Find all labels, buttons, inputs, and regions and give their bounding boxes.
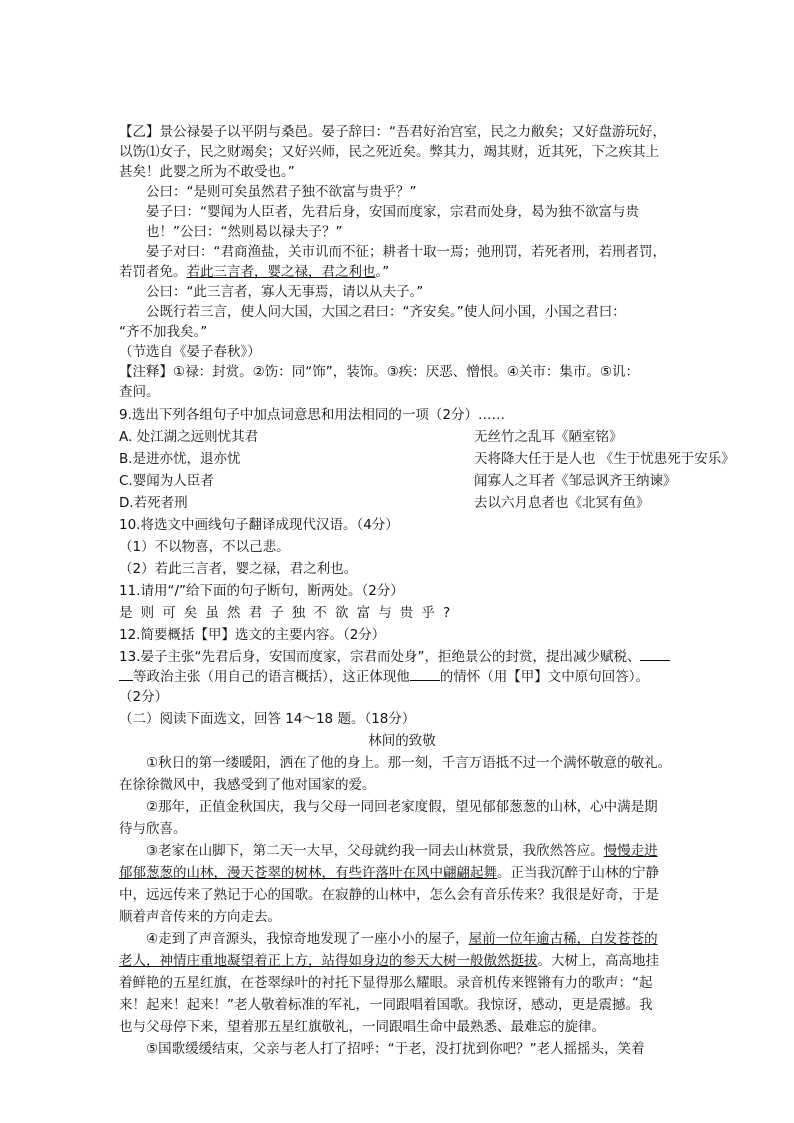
para-3-line-1 bbox=[146, 842, 658, 860]
q9-option-b-right: 天将降大任于是人也 《生于忧患死于安乐》 bbox=[474, 451, 735, 467]
passage-b-line-1: 【乙】景公禄晏子以平阴与桑邑。晏子辞曰：“吾君好治宫室，民之力敝矣；又好盘游玩好， bbox=[119, 124, 666, 140]
para-1-line-2: 在徐徐微风中，我感受到了他对国家的爱。 bbox=[119, 777, 376, 793]
passage-b-line-3: 甚矣！此婴之所为不敢受也。” bbox=[119, 164, 295, 180]
question-13-line-3: （2分） bbox=[119, 689, 169, 705]
q9-option-c bbox=[119, 472, 677, 490]
q9-option-d-left: D.若死者刑 bbox=[119, 495, 188, 511]
notes-line-2: 查问。 bbox=[119, 384, 160, 400]
q9-option-c-right: 闻寡人之耳者《邹忌讽齐王纳谏》 bbox=[474, 473, 677, 489]
question-10-item-2: （2）若此三言者，婴之禄，君之利也。 bbox=[119, 561, 358, 577]
q13-text-a: 13.晏子主张“先君后身，安国而度家，宗君而处身”，拒绝景公的封赏，提出减少赋税、 bbox=[119, 649, 641, 665]
q9-option-d-right: 去以六月息者也《北冥有鱼》 bbox=[474, 495, 650, 511]
passage-b-line-8 bbox=[119, 263, 389, 281]
passage-b-line-11: “齐不加我矣。” bbox=[119, 324, 208, 340]
q9-option-c-left: C.婴闻为人臣者 bbox=[119, 473, 214, 489]
q13-text-c: 的情怀（用【甲】文中原句回答）。 bbox=[439, 669, 649, 685]
para-4-line-5: 也与父母停下来，望着那五星红旗敬礼，一同跟唱生命中最熟悉、最难忘的旋律。 bbox=[119, 1019, 605, 1035]
para-4-line-4: 来！起来！起来！”老人敬着标准的军礼，一同跟唱着国歌。我惊讶，感动，更是震撼。我 bbox=[119, 997, 653, 1013]
q9-option-d bbox=[119, 494, 650, 512]
passage-b-line-2: 以饬⑴女子，民之财竭矣；又好兴师，民之死近矣。弊其力，竭其财，近其死，下之疾其上 bbox=[119, 144, 659, 160]
para-4-line-1 bbox=[146, 930, 658, 948]
para-5-line-1: ⑤国歌缓缓结束，父亲与老人打了招呼：“于老，没打扰到你吧？”老人摇摇头，笑着 bbox=[146, 1041, 645, 1057]
para-3-text: ③老家在山脚下，第二天一大早，父母就约我一同去山林赏景，我欣然答应。 bbox=[146, 843, 604, 859]
para-2-line-1: ②那年，正值金秋国庆，我与父母一同回老家度假，望见郁郁葱葱的山林，心中满是期 bbox=[146, 799, 658, 815]
answer-blank-2[interactable] bbox=[410, 668, 440, 681]
para-2-line-2: 待与欣喜。 bbox=[119, 821, 187, 837]
q9-option-a-right: 无丝竹之乱耳《陋室铭》 bbox=[474, 429, 623, 445]
underlined-sentence: 老人，神情庄重地凝望着正上方，站得如身边的参天大树一般傲然挺拔 bbox=[119, 953, 538, 969]
para-4-text: 。大树上，高高地挂 bbox=[537, 953, 659, 969]
para-3-line-3: 中，远远传来了熟记于心的国歌。在寂静的山林中，怎么会有音乐传来？我很是好奇，于是 bbox=[119, 887, 659, 903]
q13-text-b: 等政治主张（用自己的语言概括），这正体现他 bbox=[133, 669, 410, 685]
source-citation: （节选自《晏子春秋》） bbox=[119, 344, 261, 360]
q9-option-a bbox=[119, 428, 623, 446]
article-title: 林间的致敬 bbox=[368, 733, 436, 749]
question-13-line-1 bbox=[119, 648, 670, 666]
question-13-line-2 bbox=[119, 668, 649, 686]
passage-b-line-4: 公曰：“是则可矣虽然君子独不欲富与贵乎？” bbox=[146, 184, 417, 200]
para-4-text: ④走到了声音源头，我惊奇地发现了一座小小的屋子， bbox=[146, 931, 469, 947]
question-10-item-1: （1）不以物喜，不以己悲。 bbox=[119, 539, 290, 555]
q9-option-b-left: B.是进亦忧，退亦忧 bbox=[119, 451, 241, 467]
q9-option-b bbox=[119, 450, 735, 468]
underlined-sentence: 郁郁葱葱的山林，漫天苍翠的树林，有些许落叶在风中翩翩起舞 bbox=[119, 865, 497, 881]
passage-b-line-10: 公既行若三言，使人问大国，大国之君曰：“齐安矣。”使人问小国，小国之君曰： bbox=[146, 304, 626, 320]
line-8-start: 若罚者免。 bbox=[119, 264, 187, 280]
para-3-text: 。正当我沉醉于山林的宁静 bbox=[497, 865, 659, 881]
question-11-sentence: 是则可矣虽然君子独不欲富与贵乎? bbox=[119, 605, 459, 621]
passage-b-line-5: 晏子曰：“婴闻为人臣者，先君后身，安国而度家，宗君而处身，曷为独不欲富与贵 bbox=[146, 204, 639, 220]
passage-b-line-7: 晏子对曰：“君商渔盐，关市讥而不征；耕者十取一焉；弛刑罚，若死者刑，若刑者罚， bbox=[146, 244, 666, 260]
passage-b-line-9: 公曰：“此三言者，寡人无事焉，请以从夫子。” bbox=[146, 284, 424, 300]
underlined-sentence: 慢慢走进 bbox=[603, 843, 658, 859]
para-1-line-1: ①秋日的第一缕暖阳，洒在了他的身上。那一刻，千言万语抵不过一个满怀敬意的敬礼。 bbox=[146, 755, 672, 771]
passage-b-line-6: 也！”公曰：“然则曷以禄夫子？” bbox=[146, 224, 343, 240]
q9-option-a-left: A. 处江湖之远则忧其君 bbox=[119, 429, 259, 445]
underlined-sentence: 屋前一位年逾古稀，白发苍苍的 bbox=[468, 931, 658, 947]
question-12: 12.简要概括【甲】选文的主要内容。（2分） bbox=[119, 627, 386, 643]
answer-blank-1-cont[interactable] bbox=[119, 668, 133, 681]
para-4-line-3: 着鲜艳的五星红旗，在苍翠绿叶的衬托下显得那么耀眼。录音机传来铿锵有力的歌声：“起 bbox=[119, 975, 653, 991]
answer-blank-1[interactable] bbox=[640, 648, 670, 661]
para-3-line-4: 顺着声音传来的方向走去。 bbox=[119, 909, 281, 925]
para-3-line-2 bbox=[119, 864, 659, 882]
notes-line-1: 【注释】①禄：封赏。②饬：同“饰”，装饰。③疾：厌恶、憎恨。④关市：集市。⑤讥： bbox=[119, 364, 639, 380]
question-11: 11.请用“/”给下面的句子断句，断两处。（2分） bbox=[119, 583, 404, 599]
underlined-sentence: 若此三言者，婴之禄，君之利也 bbox=[186, 264, 376, 280]
section-2-heading: （二）阅读下面选文，回答 14～18 题。（18分） bbox=[119, 711, 416, 727]
para-4-line-2 bbox=[119, 952, 659, 970]
question-10: 10.将选文中画线句子翻译成现代汉语。（4分） bbox=[119, 517, 399, 533]
question-9: 9.选出下列各组句子中加点词意思和用法相同的一项（2分）…… bbox=[119, 407, 505, 423]
line-8-end: 。” bbox=[375, 264, 390, 280]
